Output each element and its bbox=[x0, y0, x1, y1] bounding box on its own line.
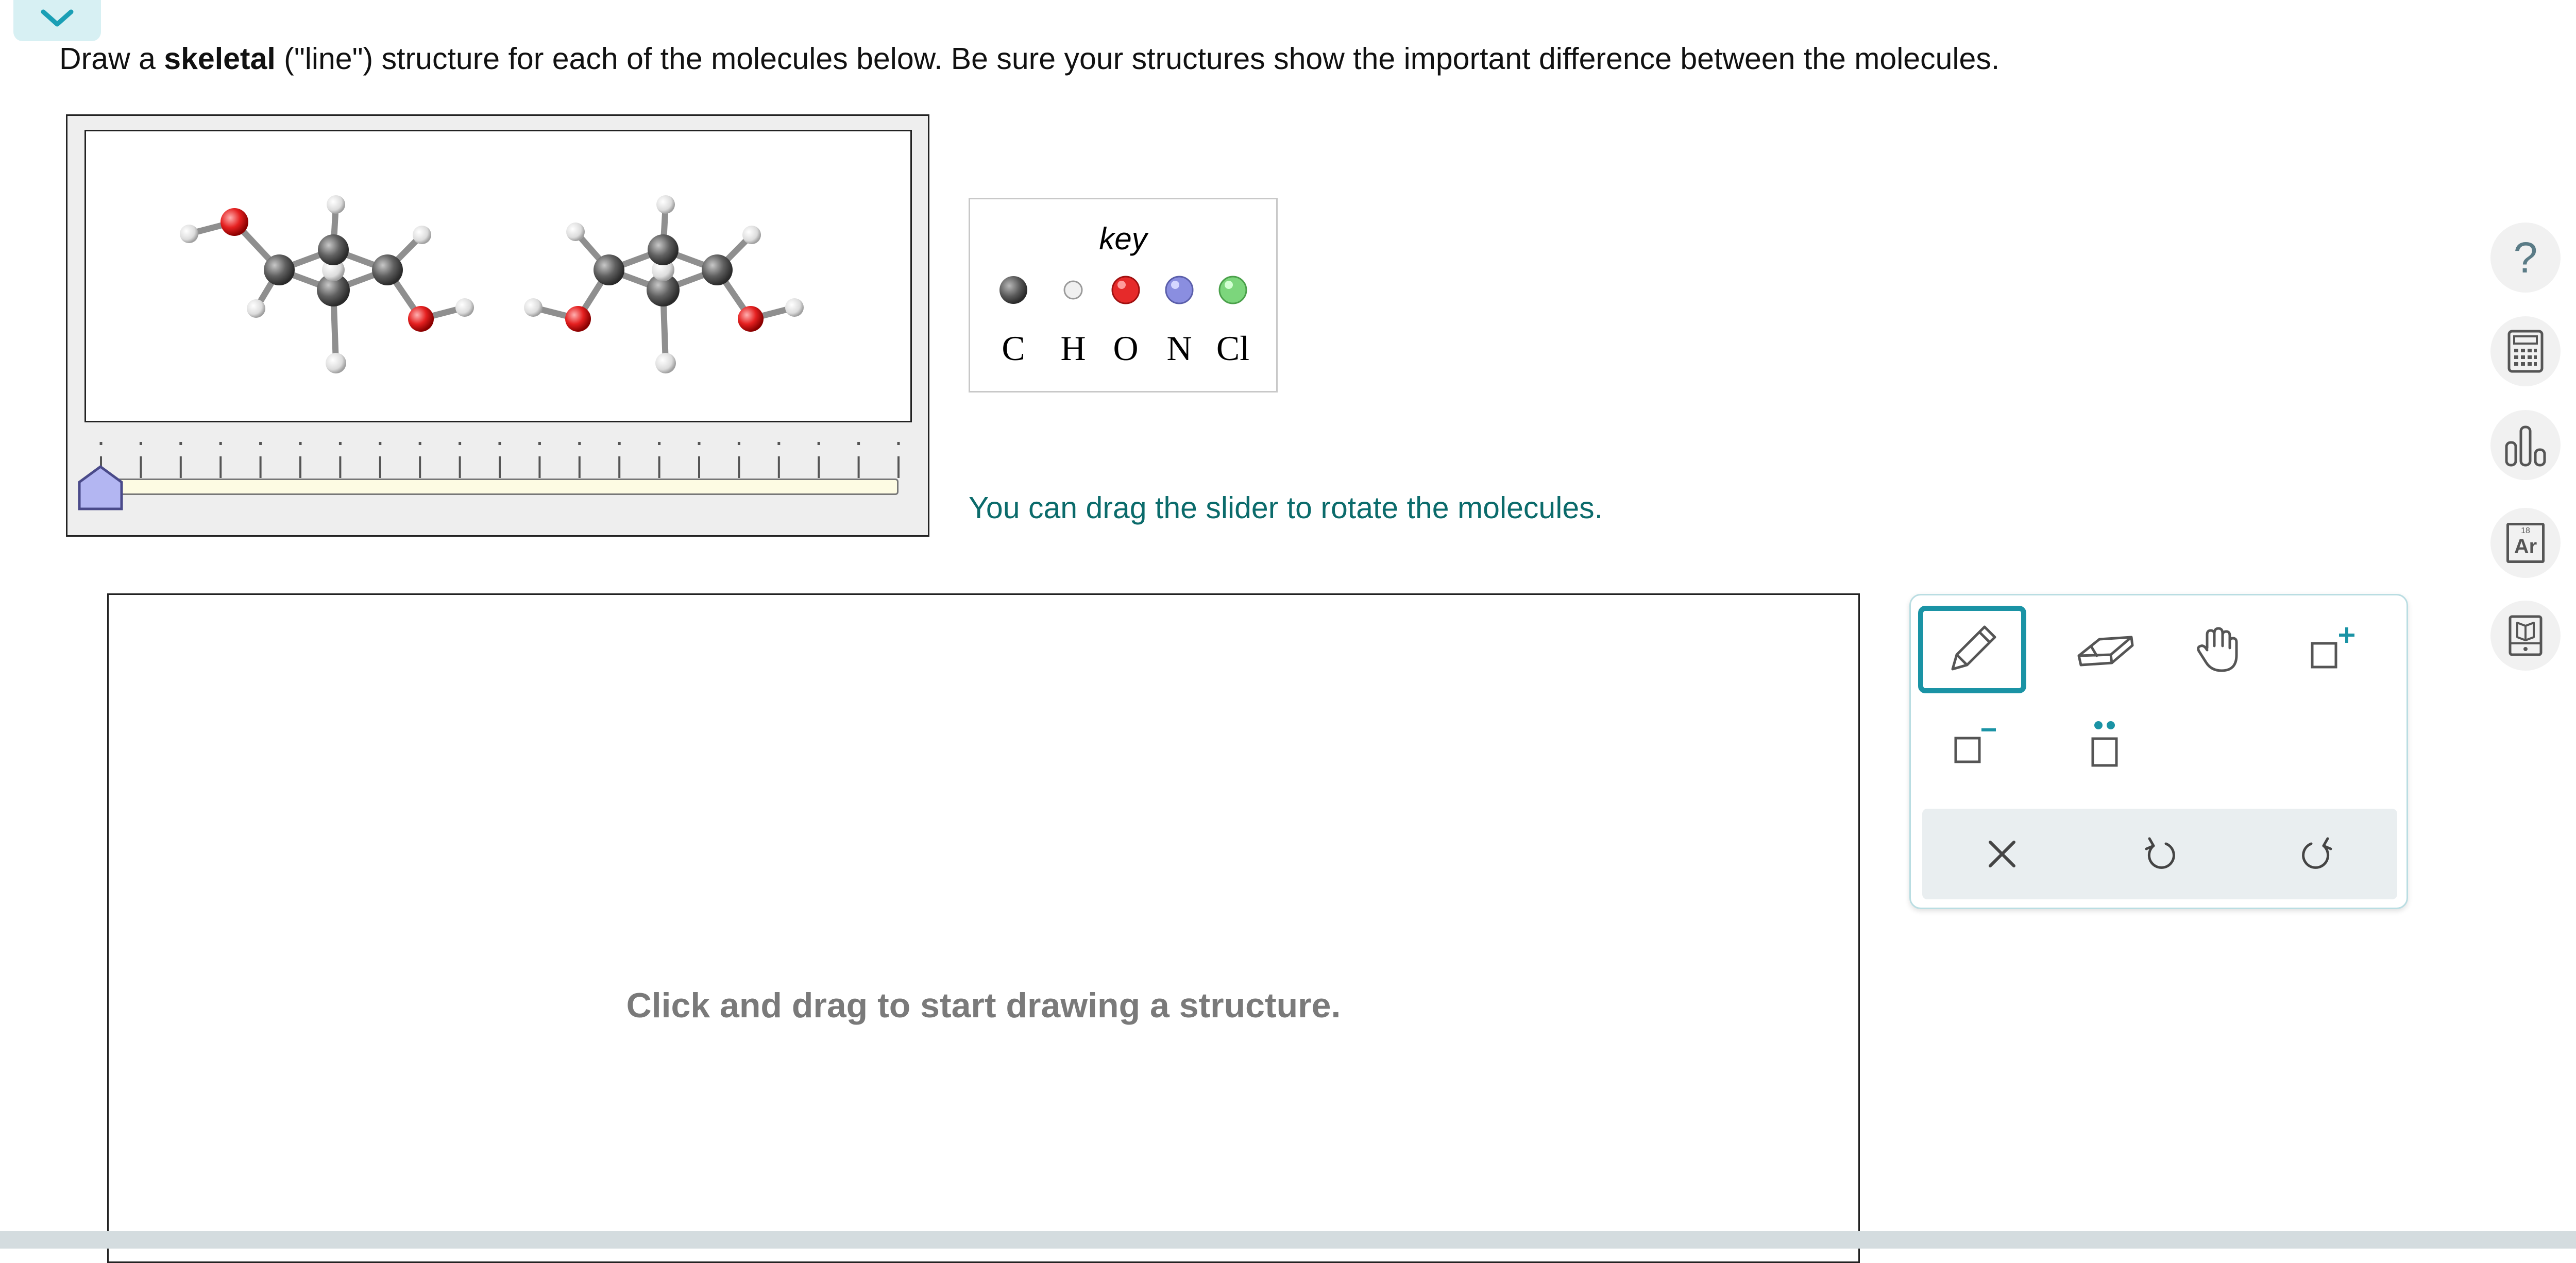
book-icon bbox=[2506, 613, 2545, 658]
data-button[interactable] bbox=[2490, 410, 2561, 480]
periodic-table-button[interactable] bbox=[2490, 508, 2561, 578]
remove-charge-button[interactable] bbox=[1939, 711, 2011, 778]
slider-hint: You can drag the slider to rotate the molecules. bbox=[969, 491, 1603, 525]
chevron-down-icon bbox=[39, 8, 75, 28]
periodic-number: 18 bbox=[2521, 526, 2530, 535]
remove-charge-icon bbox=[1946, 719, 2003, 770]
periodic-table-icon bbox=[2506, 523, 2545, 563]
molecule-1-atoms bbox=[180, 195, 474, 373]
add-charge-icon bbox=[2303, 624, 2360, 675]
slider-handle-icon bbox=[77, 465, 124, 511]
undo-button[interactable] bbox=[2126, 821, 2193, 887]
key-label-h: H bbox=[1060, 329, 1086, 368]
drawing-toolbar bbox=[1909, 594, 2408, 909]
nitrogen-dot-icon bbox=[1163, 274, 1196, 306]
key-title: key bbox=[1099, 221, 1147, 256]
redo-button[interactable] bbox=[2284, 821, 2351, 887]
key-label-o: O bbox=[1113, 329, 1139, 368]
atom-color-key bbox=[969, 198, 1278, 392]
instructions-bold: skeletal bbox=[164, 42, 276, 76]
key-label-cl: Cl bbox=[1216, 329, 1250, 368]
redo-icon bbox=[2298, 834, 2337, 874]
drawing-canvas[interactable] bbox=[107, 593, 1860, 1263]
chlorine-dot-icon bbox=[1216, 274, 1249, 306]
hand-tool-button[interactable] bbox=[2184, 616, 2256, 683]
periodic-symbol: Ar bbox=[2514, 535, 2537, 558]
oxygen-dot-icon bbox=[1109, 274, 1142, 306]
instructions-prefix: Draw a bbox=[59, 42, 164, 76]
bar-chart-icon bbox=[2502, 422, 2549, 468]
key-label-c: C bbox=[1002, 329, 1025, 368]
clear-button[interactable] bbox=[1969, 821, 2036, 887]
eraser-icon bbox=[2074, 624, 2136, 675]
rotation-slider-track[interactable] bbox=[93, 479, 899, 495]
bottom-bar bbox=[0, 1231, 2576, 1249]
clear-icon bbox=[1984, 836, 2020, 872]
reference-button[interactable] bbox=[2490, 601, 2561, 671]
pencil-tool-button[interactable] bbox=[1918, 606, 2026, 693]
instructions-suffix: ("line") structure for each of the molecules below. Be sure your structures show the important difference between the molecules. bbox=[275, 42, 2000, 76]
rotation-slider-handle[interactable] bbox=[77, 465, 124, 511]
lone-pair-icon bbox=[2076, 716, 2133, 773]
undo-icon bbox=[2140, 834, 2179, 874]
hand-icon bbox=[2192, 621, 2248, 678]
molecule-models bbox=[86, 131, 910, 421]
collapse-toggle[interactable] bbox=[13, 0, 101, 41]
help-icon: ? bbox=[2513, 233, 2538, 282]
carbon-dot-icon bbox=[997, 274, 1030, 306]
hydrogen-dot-icon bbox=[1057, 274, 1090, 306]
question-instructions bbox=[59, 41, 1999, 76]
canvas-placeholder: Click and drag to start drawing a structure. bbox=[626, 986, 1341, 1025]
calculator-icon bbox=[2506, 329, 2545, 373]
molecule-3d-view bbox=[84, 130, 912, 422]
pencil-icon bbox=[1941, 619, 2003, 680]
help-button[interactable] bbox=[2490, 223, 2561, 293]
key-label-n: N bbox=[1166, 329, 1192, 368]
lone-pair-button[interactable] bbox=[2069, 711, 2141, 778]
slider-ticks bbox=[82, 438, 917, 484]
add-charge-button[interactable] bbox=[2295, 616, 2367, 683]
toolbar-actions bbox=[1922, 809, 2397, 899]
calculator-button[interactable] bbox=[2490, 316, 2561, 386]
eraser-tool-button[interactable] bbox=[2069, 616, 2141, 683]
